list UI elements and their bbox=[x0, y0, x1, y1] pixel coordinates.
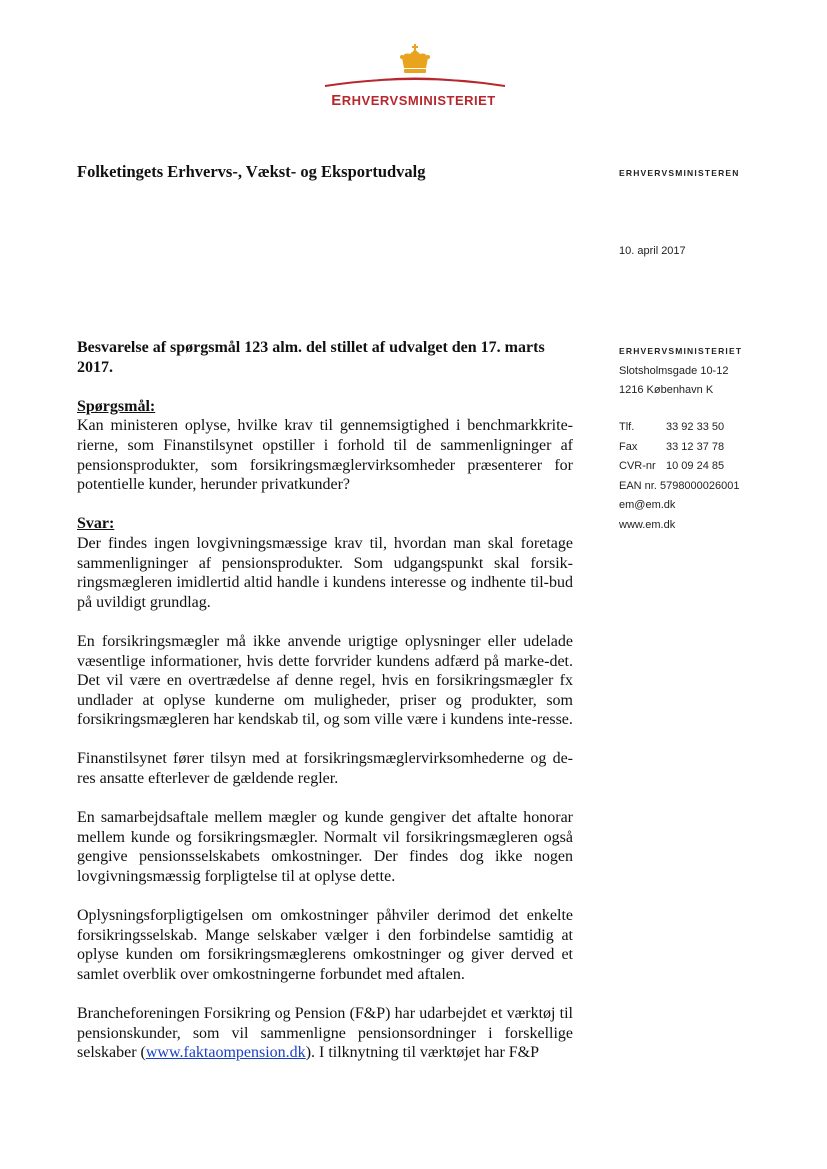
ministry-label: ERHVERVSMINISTERIET bbox=[619, 346, 743, 356]
ministry-wordmark: ERHVERVSMINISTERIET bbox=[331, 92, 496, 109]
answer-paragraph-5: Oplysningsforpligtigelsen om omkostninger påhviler derimod det enkelte forsikringsselskab. Mange selskaber vælger i den forbindelse samtidig at oplyse kunden om forsikringsmæglerens omkostninger og giver derved et samlet overblik over omkostningerne forbundet med aftalen. bbox=[77, 907, 573, 983]
answer-paragraph-4: En samarbejdsaftale mellem mægler og kunde gengiver det aftalte honorar mellem kunde og forsikringsmægler. Normalt vil forsikringsmægleren også gengive pensionsselskabets omkostninger. Der findes dog ikke nogen lovgivningsmæssig forpligtelse til at oplyse dette. bbox=[77, 809, 573, 886]
question-text: Kan ministeren oplyse, hvilke krav til gennemsigtighed i benchmarkkrite-rierne, som Finanstilsynet opstiller i forhold til de sammenligninger af pensionsprodukter, som forsikringsmæglervirksomheder præsenterer for potentielle kunder, herunder privatkunder? bbox=[77, 417, 573, 494]
contact-ean: EAN nr. 5798000026001 bbox=[619, 479, 740, 492]
faktaompension-link[interactable]: www.faktaompension.dk bbox=[145, 1044, 306, 1062]
question-heading: Spørgsmål: bbox=[77, 397, 156, 415]
letter-title: Besvarelse af spørgsmål 123 alm. del stillet af udvalget den 17. marts 2017. bbox=[77, 339, 545, 376]
letter-body bbox=[77, 338, 573, 1063]
contact-fax: Fax 33 12 37 78 bbox=[619, 440, 725, 453]
answer-paragraph-2: En forsikringsmægler må ikke anvende urigtige oplysninger eller udelade væsentlige informationer, hvis dette forvrider kundens adfærd på marke-det. Det vil være en overtrædelse af denne regel, hvis en forsikringsmægler fx undlader at oplyse kunderne om muligheder, priser og produkter, som forsikringsmægleren har kendskab til, og som ville være i kundens inte-resse. bbox=[77, 632, 573, 729]
recipient-committee: Folketingets Erhvervs-, Vækst- og Eksportudvalg bbox=[77, 162, 426, 181]
letter-date: 10. april 2017 bbox=[619, 245, 686, 257]
ministry-address bbox=[619, 342, 742, 401]
answer-paragraph-6: Brancheforeningen Forsikring og Pension (F&P) har udarbejdet et værktøj til pensionskunder, som vil sammenligne pensionsordninger i forskellige selskaber (www.faktaompension.dk). I tilknytning til værktøjet har F&P bbox=[77, 1005, 573, 1062]
crown-icon bbox=[320, 44, 510, 92]
answer-paragraph-3: Finanstilsynet fører tilsyn med at forsikringsmæglervirksomhederne og de-res ansatte efterlever de gældende regler. bbox=[77, 750, 573, 788]
answer-heading: Svar: bbox=[77, 515, 115, 533]
sender-label: ERHVERVSMINISTEREN bbox=[619, 168, 740, 178]
answer-paragraph-1: Der findes ingen lovgivningsmæssige krav til, hvordan man skal foretage sammenligninger af pensionsprodukter. Som udgangspunkt skal forsik-ringsmægleren imidlertid altid handle i kundens interesse og indhente til-bud på uvildigt grundlag. bbox=[77, 534, 573, 611]
contact-web[interactable]: www.em.dk bbox=[619, 518, 676, 531]
address-line-2: 1216 København K bbox=[619, 384, 714, 396]
contact-cvr: CVR-nr 10 09 24 85 bbox=[619, 460, 725, 472]
ministry-logo bbox=[0, 44, 827, 114]
address-line-1: Slotsholmsgade 10-12 bbox=[619, 364, 729, 377]
contact-email[interactable]: em@em.dk bbox=[619, 499, 676, 511]
contact-phone: Tlf. 33 92 33 50 bbox=[619, 421, 725, 433]
contact-block bbox=[619, 418, 740, 535]
